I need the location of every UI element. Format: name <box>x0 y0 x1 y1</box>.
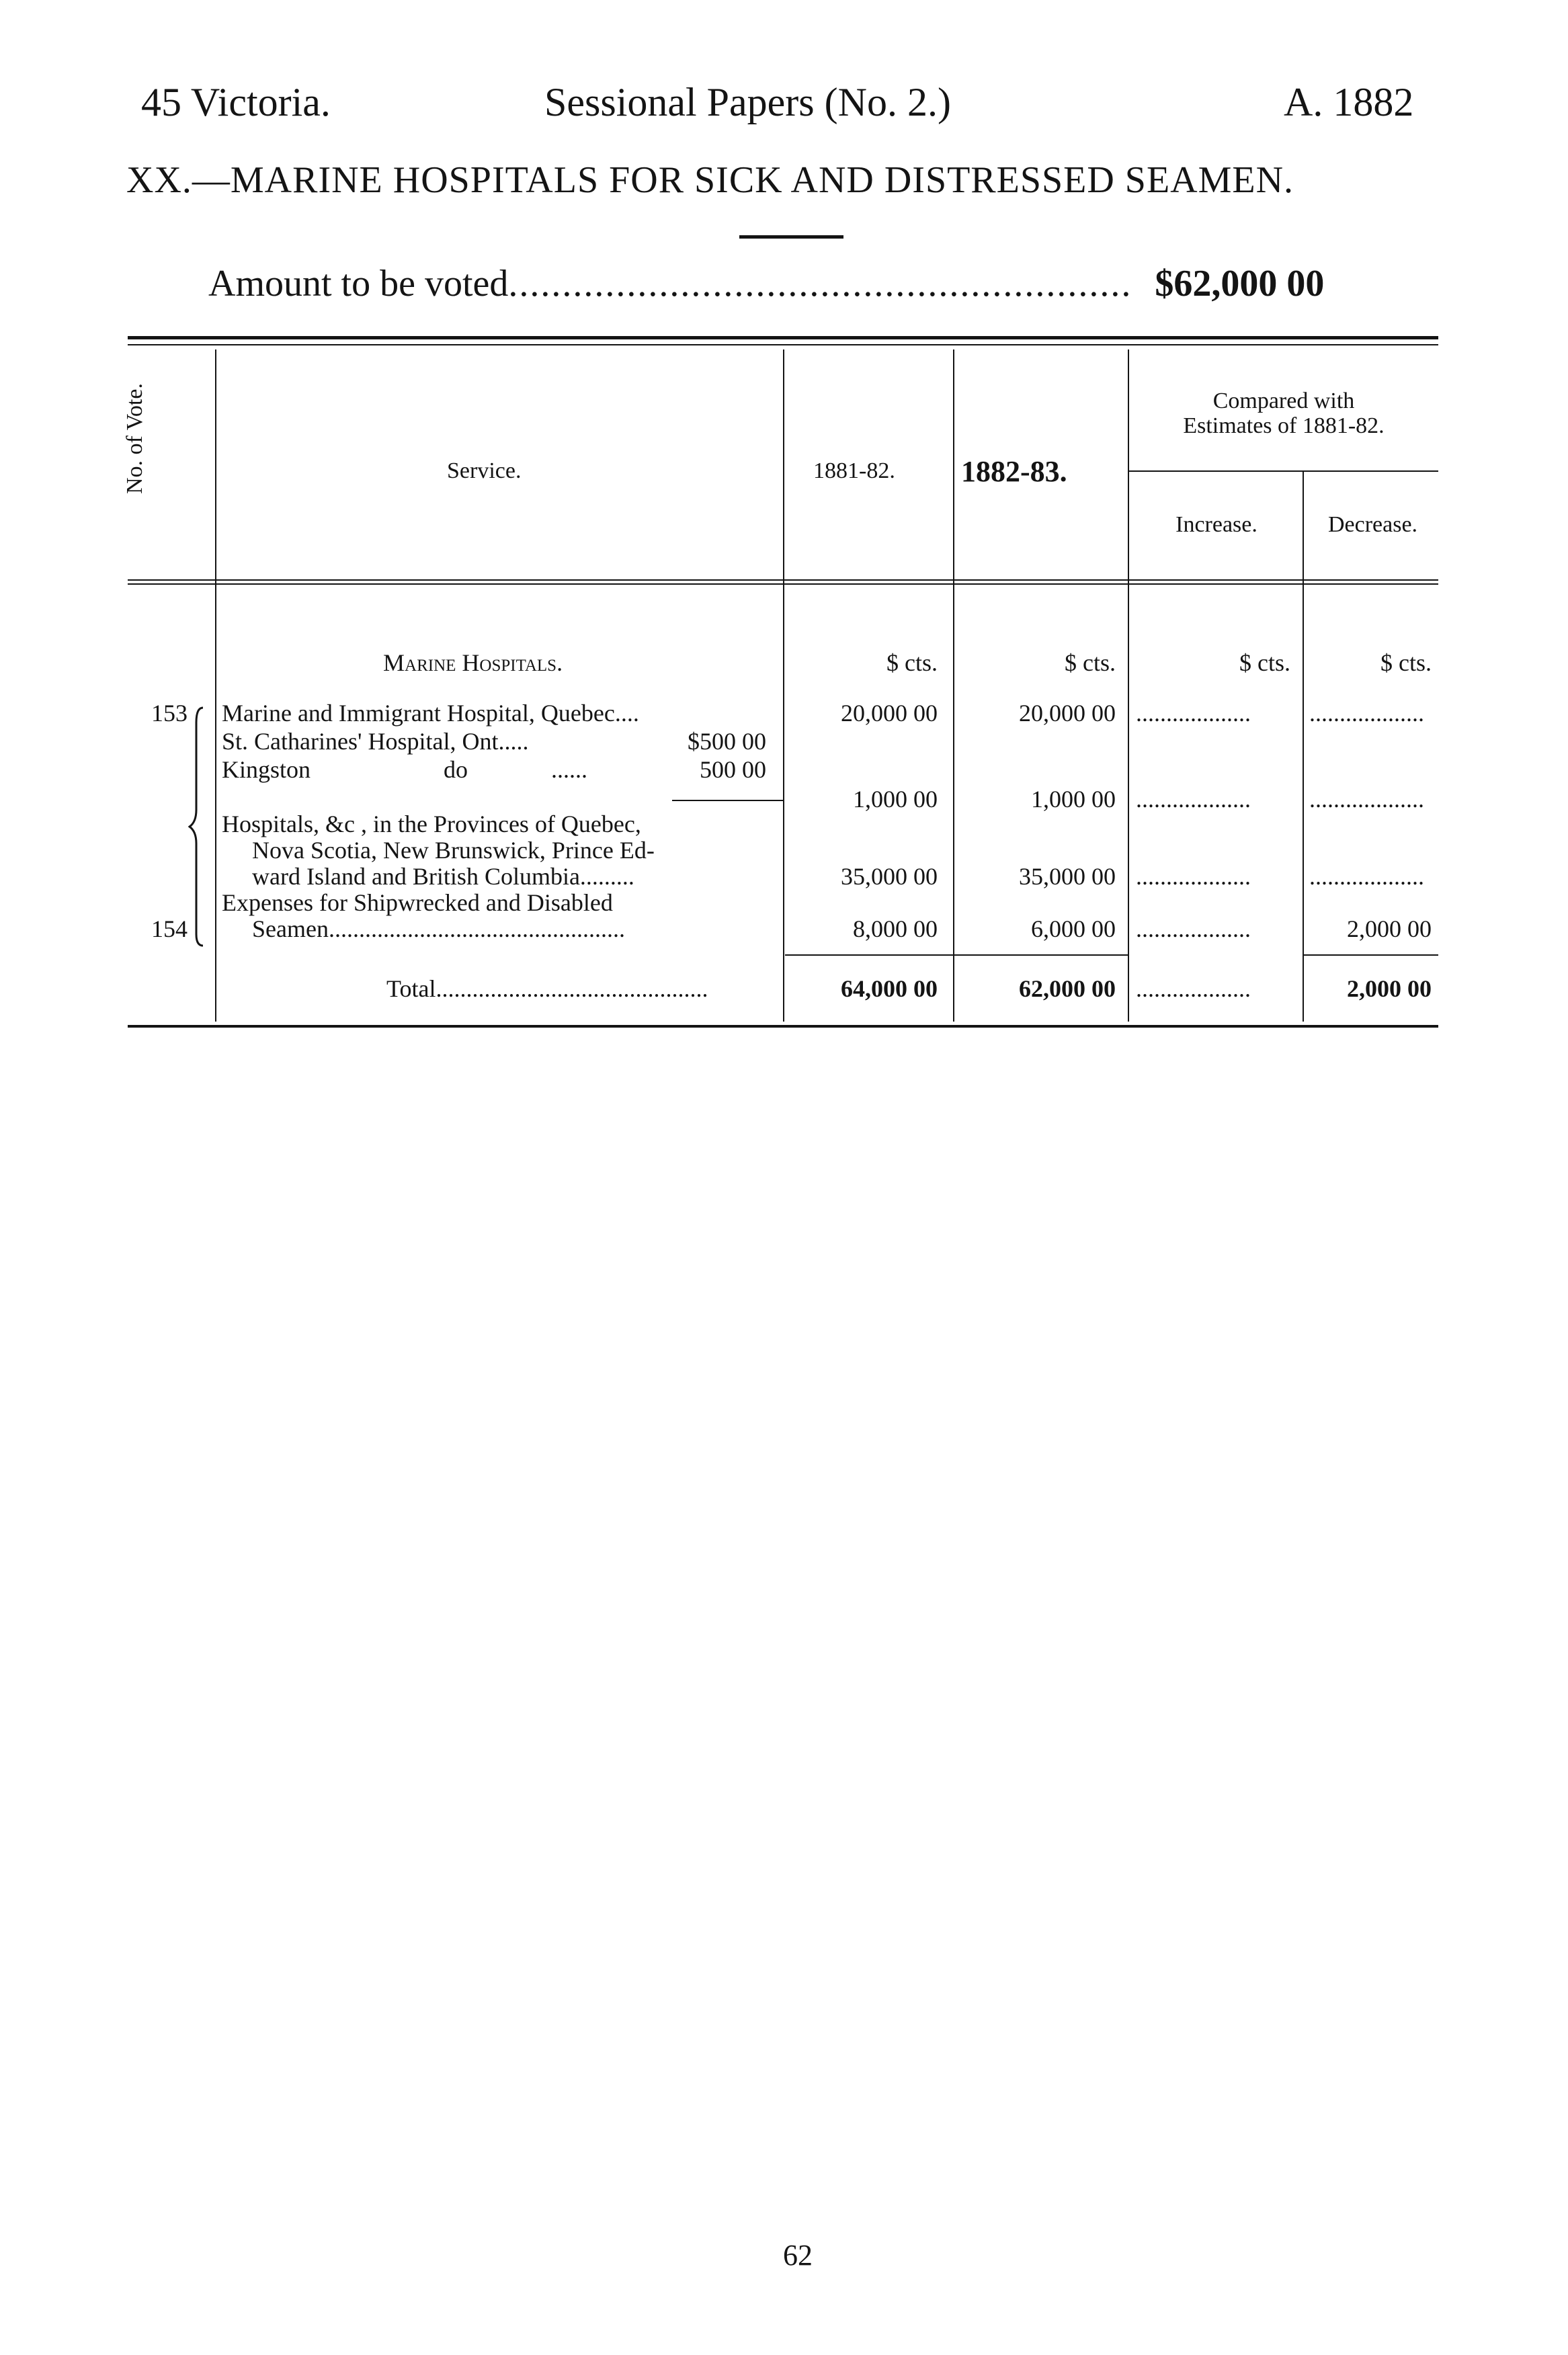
table-row-amount-a: $500 00 <box>688 728 766 755</box>
unit-y2: $ cts. <box>1065 649 1116 676</box>
section-heading: Marine Hospitals. <box>383 649 563 676</box>
col-line-y1 <box>953 349 954 1022</box>
table-row-decrease: ................... <box>1309 786 1424 813</box>
col-line-vote <box>215 349 216 1022</box>
table-row-y2: 20,000 00 <box>1019 700 1116 727</box>
title-rule <box>739 235 843 239</box>
table-row-y2: 1,000 00 <box>1031 786 1116 813</box>
col-line-increase <box>1303 472 1304 1022</box>
total-y2: 62,000 00 <box>1019 975 1116 1002</box>
table-row-service-l2: Seamen................................................. <box>252 915 625 942</box>
total-label: Total............................................. <box>386 975 708 1002</box>
table-row-y2: 35,000 00 <box>1019 863 1116 890</box>
table-row-increase: ................... <box>1136 786 1251 813</box>
table-row-y1: 8,000 00 <box>853 915 938 942</box>
header-compared-1: Compared with <box>1212 388 1355 413</box>
table-row-service-l3: ward Island and British Columbia......... <box>252 863 634 890</box>
col-line-y2 <box>1128 349 1129 1022</box>
amount-value: $62,000 00 <box>1155 263 1325 304</box>
table-top-rule-thin <box>128 344 1438 345</box>
table-row-y2: 6,000 00 <box>1031 915 1116 942</box>
table-row-y1: 35,000 00 <box>841 863 938 890</box>
amount-label: Amount to be voted <box>208 263 509 304</box>
session-label: 45 Victoria. <box>141 80 331 124</box>
table-row-service-l2: Nova Scotia, New Brunswick, Prince Ed- <box>252 837 655 864</box>
table-row-ditto-b: do <box>444 756 468 783</box>
amount-dots: .......................................................... <box>508 263 1132 304</box>
table-row-decrease: ................... <box>1309 700 1424 727</box>
total-rule-y2 <box>954 954 1128 956</box>
table-row-increase: ................... <box>1136 863 1251 890</box>
header-vote: No. of Vote. <box>122 383 147 494</box>
col-line-service <box>783 349 784 1022</box>
total-decrease: 2,000 00 <box>1347 975 1432 1002</box>
table-top-rule <box>128 336 1438 339</box>
table-row-y1: 1,000 00 <box>853 786 938 813</box>
amount-line <box>208 262 1324 305</box>
header-compared-2: Estimates of 1881-82. <box>1183 413 1385 438</box>
table-row-decrease: 2,000 00 <box>1347 915 1432 942</box>
total-increase: ................... <box>1136 975 1251 1002</box>
total-y1: 64,000 00 <box>841 975 938 1002</box>
header-1881-82: 1881-82. <box>813 458 895 483</box>
table-row-service-b: Kingston <box>222 756 311 783</box>
compared-divider <box>1129 470 1438 472</box>
vote-154: 154 <box>151 915 188 942</box>
table-row-increase: ................... <box>1136 700 1251 727</box>
table-row-y1: 20,000 00 <box>841 700 938 727</box>
unit-y1: $ cts. <box>886 649 938 676</box>
header-1882-83: 1882-83. <box>961 455 1067 488</box>
total-rule-dec <box>1304 954 1438 956</box>
vote-brace-icon <box>188 702 208 951</box>
year-label: A. 1882 <box>1284 80 1414 124</box>
table-row-dots-b: ...... <box>551 756 587 783</box>
page-title: XX.—MARINE HOSPITALS FOR SICK AND DISTRESSED SEAMEN. <box>126 159 1294 201</box>
table-row-service-l1: Hospitals, &c , in the Provinces of Quebec, <box>222 811 641 837</box>
unit-increase: $ cts. <box>1239 649 1290 676</box>
table-row-service-l1: Expenses for Shipwrecked and Disabled <box>222 889 613 916</box>
table-row-amount-b: 500 00 <box>700 756 766 783</box>
vote-153: 153 <box>151 700 188 727</box>
table-row-service-a: St. Catharines' Hospital, Ont..... <box>222 728 529 755</box>
table-row-service: Marine and Immigrant Hospital, Quebec.... <box>222 700 639 727</box>
header-service: Service. <box>447 458 522 483</box>
page-number: 62 <box>783 2239 813 2272</box>
header-decrease: Decrease. <box>1327 512 1418 537</box>
header-increase: Increase. <box>1175 512 1257 537</box>
subtotal-rule <box>672 800 783 801</box>
paper-label: Sessional Papers (No. 2.) <box>544 80 951 124</box>
table-row-decrease: ................... <box>1309 863 1424 890</box>
table-bottom-rule <box>128 1025 1438 1028</box>
unit-decrease: $ cts. <box>1380 649 1432 676</box>
table-row-increase: ................... <box>1136 915 1251 942</box>
total-rule-y1 <box>785 954 953 956</box>
